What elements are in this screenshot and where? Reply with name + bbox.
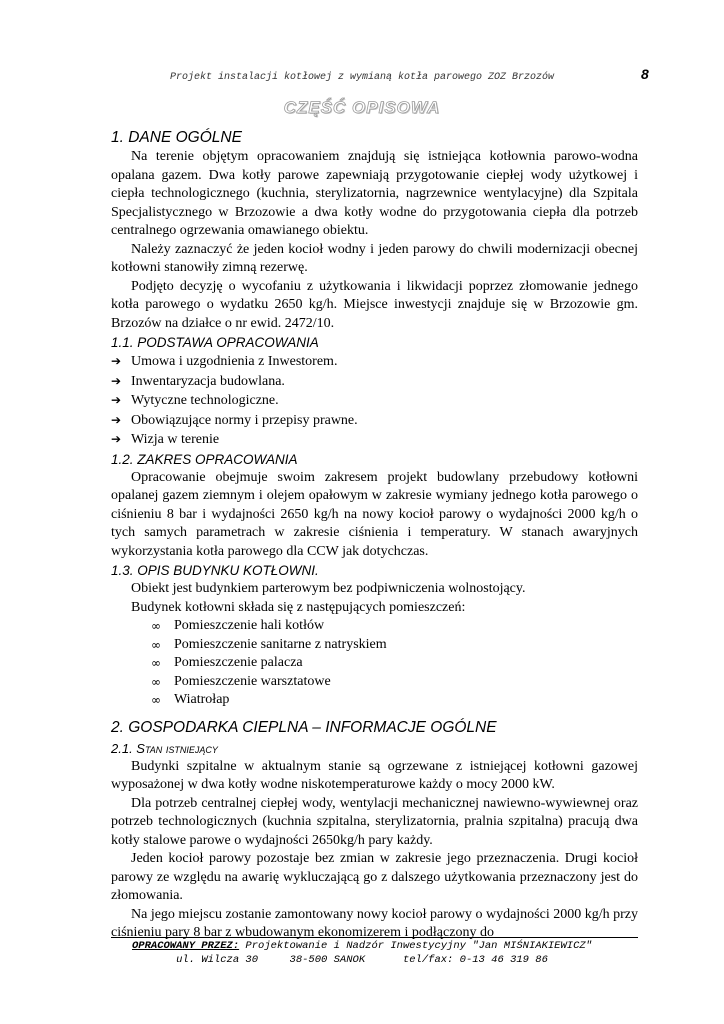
section-1-paragraph-1: Na terenie objętym opracowaniem znajdują się istniejąca kotłownia parowo-wodna opalana gazem. Dwa kotły parowe zapewniają przygotowanie ciepłej wody użytkowej i ciepła technologicznego (kuchnia, sterylizatornia, nagrzewnice wentylacyjne) dla Szpitala Specjalistycznego w Brzozowie a dwa kotły wodne do przygotowania ciepła dla potrzeb centralnego ogrzewania omawianego obiektu. bbox=[111, 149, 638, 238]
infinity-bullet-icon: ∞ bbox=[151, 674, 161, 689]
arrow-icon: ➔ bbox=[111, 432, 122, 446]
basis-list bbox=[111, 352, 638, 450]
list-item: ∞ Pomieszczenie palacza bbox=[151, 654, 638, 673]
section-1-heading: 1. DANE OGÓLNE bbox=[111, 129, 242, 146]
footer-address: ul. Wilcza 30 38-500 SANOK tel/fax: 0-13 46 319 86 bbox=[176, 954, 548, 966]
list-item: ∞ Pomieszczenie warsztatowe bbox=[151, 673, 638, 692]
document-body bbox=[111, 126, 638, 943]
section-1-3-paragraph-1: Obiekt jest budynkiem parterowym bez podpiwniczenia wolnostojący. bbox=[131, 581, 526, 596]
arrow-icon: ➔ bbox=[111, 412, 122, 427]
section-1-2-paragraph: Opracowanie obejmuje swoim zakresem projekt budowlany przebudowy kotłowni opalanej gazem ziemnym i olejem opałowym w zakresie wymiany jednego kotła parowego o ciśnieniu 8 bar i wydajności 2650 kg/h na nowy kocioł parowy o wydajności 2000 kg/h o tych samych parametrach w zakresie ciśnienia i temperatury. W stanach awaryjnych wykorzystania kotła parowego dla CCW jak dotychczas. bbox=[111, 469, 638, 559]
infinity-bullet-icon: ∞ bbox=[151, 619, 161, 633]
section-2-1-paragraph-4: Na jego miejscu zostanie zamontowany nowy kocioł parowy o wydajności 2000 kg/h przy ciśnieniu pary 8 bar z wbudowanym ekonomizerem i podłączony do bbox=[111, 906, 638, 940]
list-item: ∞ Wiatrołap bbox=[151, 691, 638, 710]
section-1-3-paragraph-2: Budynek kotłowni składa się z następujących pomieszczeń: bbox=[131, 599, 466, 615]
arrow-icon: ➔ bbox=[111, 354, 122, 368]
footer-label: OPRACOWANY PRZEZ: bbox=[132, 940, 240, 952]
section-2-1-heading: 2.1. Stan istniejący bbox=[111, 740, 218, 756]
page-number: 8 bbox=[641, 66, 649, 82]
infinity-bullet-icon: ∞ bbox=[151, 637, 161, 652]
list-item: ➔ Wizja w terenie bbox=[111, 430, 638, 450]
list-item: ➔ Inwentaryzacja budowlana. bbox=[111, 372, 638, 392]
section-2-1-paragraph-2: Dla potrzeb centralnej ciepłej wody, wentylacji mechanicznej nawiewno-wywiewnej oraz potrzeb technologicznych (kuchnia szpitalna, sterylizatornia, pralnia szpitalna) pracują dwa kotły stalowe parowe o wydajności 2650kg/h pary każdy. bbox=[111, 795, 638, 848]
infinity-bullet-icon: ∞ bbox=[151, 693, 161, 707]
section-1-2-heading: 1.2. ZAKRES OPRACOWANIA bbox=[111, 451, 298, 467]
list-item: ∞ Pomieszczenie hali kotłów bbox=[151, 617, 638, 636]
page-header-title: Projekt instalacji kotłowej z wymianą kotła parowego ZOZ Brzozów bbox=[169, 72, 555, 83]
section-1-3-heading: 1.3. OPIS BUDYNKU KOTŁOWNI. bbox=[111, 563, 319, 578]
footer-line-1 bbox=[0, 940, 724, 952]
section-2-1-paragraph-3: Jeden kocioł parowy pozostaje bez zmian w zakresie jego przeznaczenia. Drugi kocioł parowy ze względu na awarię wykluczającą go z dalszego użytkowania przeznaczony jest do złomowania. bbox=[111, 851, 638, 903]
arrow-icon: ➔ bbox=[111, 373, 122, 388]
section-2-heading: 2. GOSPODARKA CIEPLNA – INFORMACJE OGÓLNE bbox=[111, 718, 497, 736]
list-item: ➔ Umowa i uzgodnienia z Inwestorem. bbox=[111, 352, 638, 372]
section-1-1-heading: 1.1. PODSTAWA OPRACOWANIA bbox=[111, 335, 319, 350]
footer-divider bbox=[111, 937, 638, 938]
section-1-paragraph-3: Podjęto decyzję o wycofaniu z użytkowania i likwidacji poprzez złomowanie jednego kotła parowego o wydatku 2650 kg/h. Miejsce inwestycji znajduje się w Brzozowie gm. Brzozów na działce o nr ewid. 2472/10. bbox=[111, 278, 638, 331]
list-item: ∞ Pomieszczenie sanitarne z natryskiem bbox=[151, 636, 638, 655]
list-item: ➔ Wytyczne technologiczne. bbox=[111, 391, 638, 411]
arrow-icon: ➔ bbox=[111, 393, 122, 407]
section-2-1-paragraph-1: Budynki szpitalne w aktualnym stanie są ogrzewane z istniejącej kotłowni gazowej wyposażonej w dwa kotły wodne niskotemperaturowe każdy o mocy 2000 kW. bbox=[111, 758, 638, 792]
section-1-paragraph-2: Należy zaznaczyć że jeden kocioł wodny i jeden parowy do chwili modernizacji obecnej kotłowni stanowiły zimną rezerwę. bbox=[111, 241, 638, 275]
footer-company: Projektowanie i Nadzór Inwestycyjny "Jan MIŚNIAKIEWICZ" bbox=[239, 940, 592, 952]
part-title: CZĘŚĆ OPISOWA bbox=[283, 98, 441, 117]
rooms-list bbox=[111, 617, 638, 710]
list-item: ➔ Obowiązujące normy i przepisy prawne. bbox=[111, 411, 638, 431]
infinity-bullet-icon: ∞ bbox=[151, 656, 161, 670]
